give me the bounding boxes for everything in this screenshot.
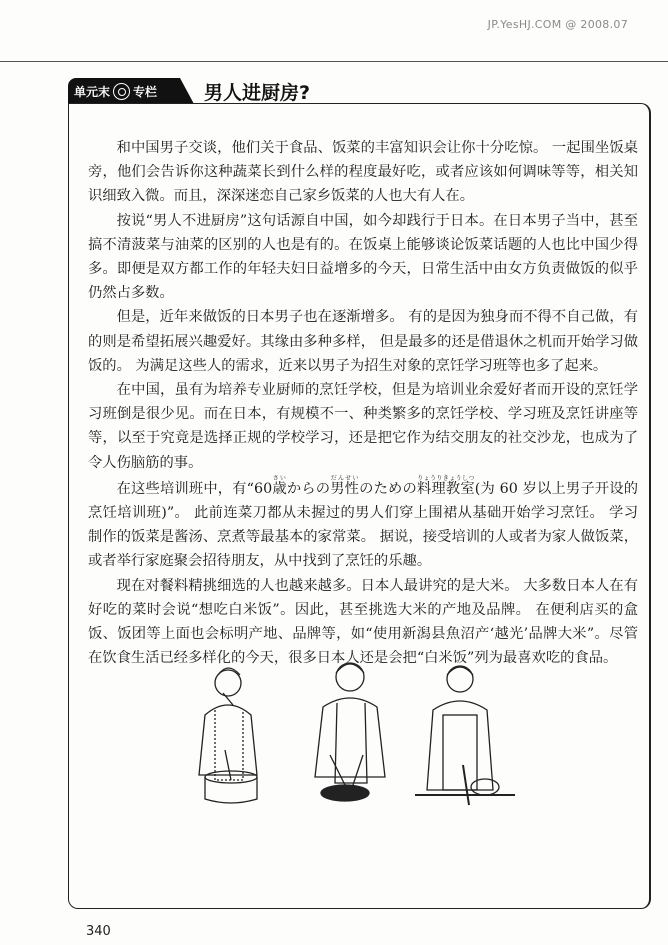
man-left-figure: [199, 668, 257, 803]
man-right-figure: [415, 666, 515, 805]
tab-label-column: 专栏: [133, 84, 158, 99]
paragraph: 和中国男子交谈，他们关于食品、饭菜的丰富知识会让你十分吃惊。 一起围坐饭桌旁，他们会告诉你这种蔬菜长到什么样的程度最好吃，或者应该如何调味等等，相关知识细致入微。而且，深深迷恋自己家乡饭菜的人也大有人在。: [88, 140, 638, 205]
page-title: 男人进厨房?: [204, 82, 311, 104]
ruby-dansei: 男性だんせい: [330, 474, 360, 497]
illustration-men-cooking: [185, 655, 525, 825]
man-center-figure: [315, 663, 385, 801]
column-tab: [68, 78, 180, 104]
paragraph: 但是，近年来做饭的日本男子也在逐渐增多。 有的是因为独身而不得不自己做，有的则是希望拓展兴趣爱好。其缘由多种多样， 但是最多的还是借退休之机而开始学习做饭的。 为满足这些人的需求，近来以男子为招生对象的烹饪学习班等也多了起来。: [88, 309, 638, 374]
paragraph: 在中国，虽有为培养专业厨师的烹饪学校，但是为培训业余爱好者而开设的烹饪学习班倒是很少见。而在日本，有规模不一、种类繁多的烹饪学校、学习班及烹饪讲座等等，以至于究竟是选择正规的学校学习，还是把它作为结交朋友的社交沙龙，也成为了令人伤脑筋的事。: [88, 382, 638, 471]
header-rule: [0, 61, 668, 62]
text: のための: [359, 480, 417, 497]
emblem-icon: [113, 83, 130, 100]
text: (为 60 岁以上男子开设的烹饪培训班)”。 此前连菜刀都从未握过的男人们穿上围裙从基础开始学习烹饪。 学习制作的饭菜是酱汤、烹煮等最基本的家常菜。 据说，接受培训的人或者为家人做饭菜，或者举行家庭聚会招待朋友，从中找到了烹饪的乐趣。: [88, 480, 639, 570]
article-body: [88, 136, 638, 670]
ruby-ryouri: 料理教室りょうりきょうしつ: [416, 474, 475, 497]
tab-label-unit-end: 单元末: [74, 84, 111, 99]
ruby-sai: 歳さい: [272, 474, 287, 497]
paragraph: [88, 475, 638, 574]
text: 在这些培训班中，有“60: [116, 480, 273, 497]
paragraph: 现在对餐料精挑细选的人也越来越多。日本人最讲究的是大米。 大多数日本人在有好吃的菜时会说“想吃白米饭”。因此，甚至挑选大米的产地及品牌。 在便利店买的盒饭、饭团等上面也会标明产地、品牌等，如“使用新潟县魚沼产‘越光’品牌大米”。尽管在饮食生活已经多样化的今天，很多日本人还是会把“白米饭”列为最喜欢吃的食品。: [88, 577, 638, 667]
page-number: 340: [86, 924, 111, 939]
text: からの: [286, 480, 331, 497]
watermark: JP.YesHJ.COM @ 2008.07: [487, 18, 628, 31]
paragraph: 按说“男人不进厨房”这句话源自中国，如今却践行于日本。在日本男子当中，甚至搞不清菠菜与油菜的区别的人也是有的。在饭桌上能够谈论饭菜话题的人也比中国少得多。即便是双方都工作的年轻夫妇日益增多的今天，日常生活中由女方负责做饭的似乎仍然占多数。: [88, 212, 638, 302]
